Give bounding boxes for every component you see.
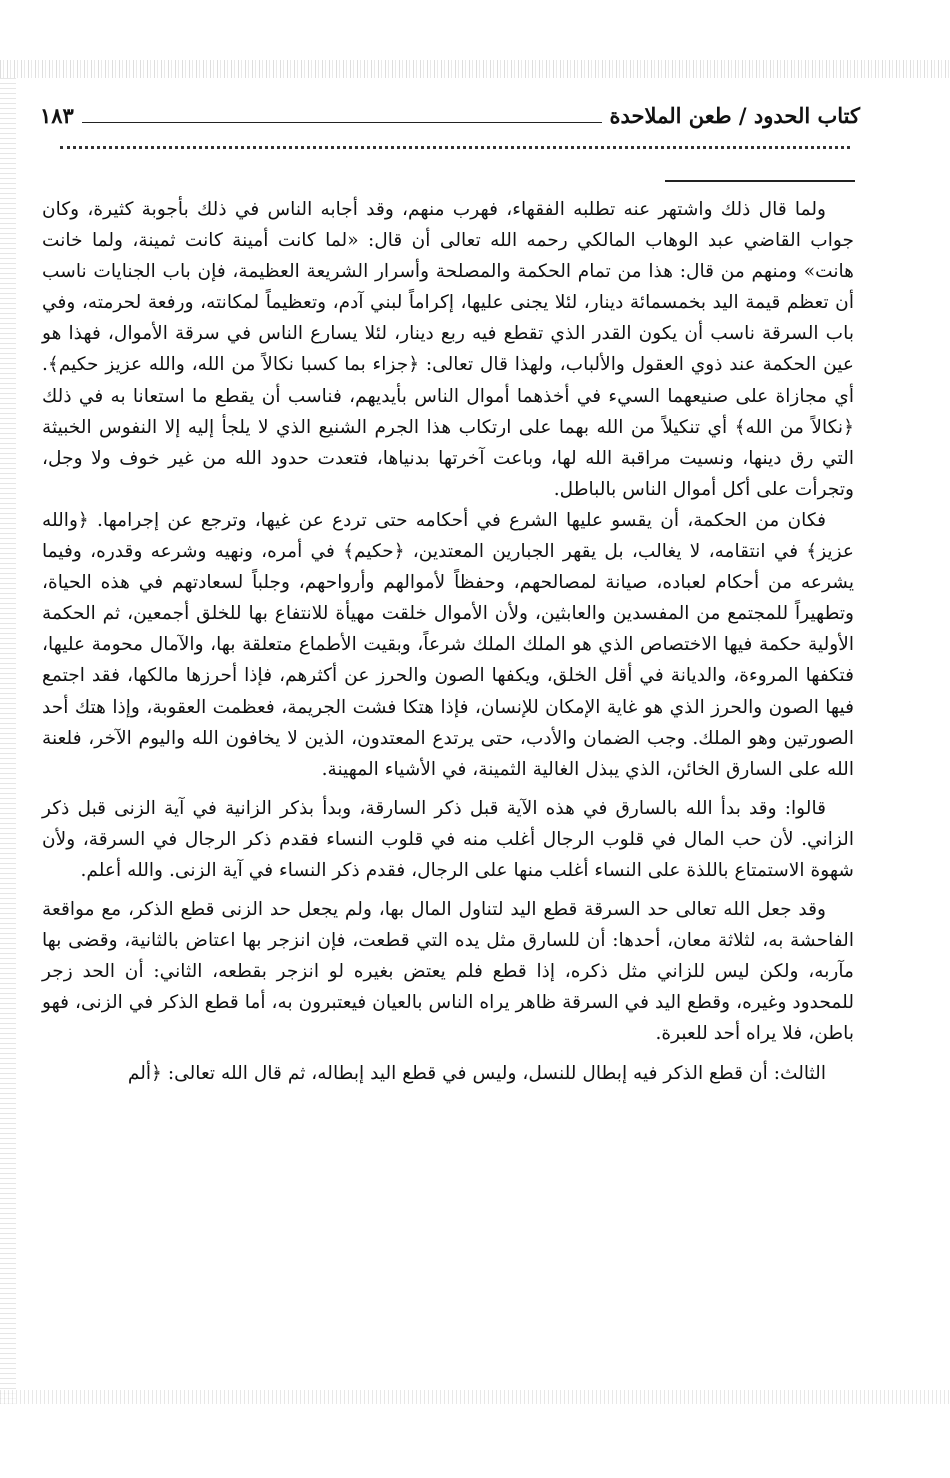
header-rule bbox=[82, 108, 602, 123]
scan-noise-top bbox=[0, 60, 950, 78]
body-text bbox=[42, 194, 854, 1089]
running-header bbox=[40, 100, 860, 130]
scan-noise-bottom bbox=[0, 1390, 950, 1404]
section-rule bbox=[665, 180, 855, 182]
book-title: كتاب الحدود / طعن الملاحدة bbox=[609, 102, 860, 128]
paragraph: الثالث: أن قطع الذكر فيه إبطال للنسل، وليس في قطع اليد إبطاله، ثم قال الله تعالى: ﴿ألم bbox=[127, 1062, 826, 1084]
dotted-divider bbox=[60, 146, 850, 149]
scan-noise-left bbox=[0, 78, 16, 1408]
paragraph: وقد جعل الله تعالى حد السرقة قطع اليد لتناول المال بها، ولم يجعل حد الزنى قطع الذكر، مع مواقعة الفاحشة به، لثلاثة معان، أحدها: أن للسارق مثل يده التي قطعت، فإن انزجر بها اعتاض بالثانية، وقضى بها مآربه، ولكن ليس للزاني مثل ذكره، إذا قطع فلم يعتض بغيره لو انزجر بقطعه، الثاني: أن الحد زجر للمحدود وغيره، وقطع اليد في السرقة ظاهر يراه الناس بالعيان فيعتبرون به، أما قطع الذكر في الزنى، فهو باطن، فلا يراه أحد للعبرة. bbox=[42, 899, 855, 1045]
paragraph: فكان من الحكمة، أن يقسو عليها الشرع في أحكامه حتى تردع عن غيها، وترجع عن إجرامها. ﴿والله عزيز﴾ في انتقامه، لا يغالب، بل يقهر الجبارين المعتدين، ﴿حكيم﴾ في أمره، ونهيه وشرعه وقدره، وفيما يشرعه من أحكام لعباده، صيانة لمصالحهم، وحفظاً لأموالهم وأرواحهم، وجلباً لسعادتهم في هذه الحياة، وتطهيراً للمجتمع من المفسدين والعابثين، ولأن الأموال خلقت مهيأة للانتفاع بها للخلق أجمعين، ثم الحكمة الأولية حكمة فيها الاختصاص الذي هو الملك الملك شرعاً، وبقيت الأطماع متعلقة بها، والآمال محومة عليها، فتكفها المروءة، والديانة في أقل الخلق، ويكفها الصون والحرز عن أكثرهم، فإذا أحرزها مالكها، فقد اجتمع فيها الصون والحرز الذي هو غاية الإمكان للإنسان، فإذا هتكا فشت الجريمة، فعظمت العقوبة، وإذا هتك أحد الصورتين وهو الملك. وجب الضمان والأدب، حتى يرتدع المعتدون، الذين لا يخافون الله واليوم الآخر، فلعنة الله على السارق الخائن، الذي يبذل الغالية الثمينة، في الأشياء المهينة. bbox=[42, 509, 854, 780]
paragraph: ولما قال ذلك واشتهر عنه تطلبه الفقهاء، فهرب منهم، وقد أجابه الناس في ذلك بأجوبة كثيرة، وكان جواب القاضي عبد الوهاب المالكي رحمه الله تعالى أن قال: «لما كانت أمينة كانت ثمينة، ولما خانت هانت» ومنهم من قال: هذا من تمام الحكمة والمصلحة وأسرار الشريعة العظيمة، فإن باب الجنايات ناسب أن تعظم قيمة اليد بخمسمائة دينار، لئلا يجنى عليها، إكراماً لبني آدم، وتعظيماً لمكانته، ورفعة لحرمته، وفي باب السرقة ناسب أن يكون القدر الذي تقطع فيه ربع دينار، لئلا يسارع الناس في سرقة الأموال، فهذا هو عين الحكمة عند ذوي العقول والألباب، ولهذا قال تعالى: ﴿جزاء بما كسبا نكالاً من الله، والله عزيز حكيم﴾. أي مجازاة على صنيعهما السيء في أخذهما أموال الناس بأيديهم، فناسب أن يقطع ما استعانا به في ذلك ﴿نكالاً من الله﴾ أي تنكيلاً من الله بهما على ارتكاب هذا الجرم الشنيع الذي لا يلجأ إليه إلا النفوس الخبيثة التي رق دينها، ونسيت مراقبة الله لها، وباعت آخرتها بدنياها، فتعدت حدود الله من غير خوف ولا وجل، وتجرأت على أكل أموال الناس بالباطل. bbox=[42, 199, 854, 500]
page-number: ١٨٣ bbox=[40, 102, 74, 128]
paragraph: قالوا: وقد بدأ الله بالسارق في هذه الآية قبل ذكر السارقة، وبدأ بذكر الزانية في آية الزنى قبل ذكر الزاني. لأن حب المال في قلوب الرجال أغلب منه في قلوب النساء فقدم ذكر الرجال في السرقة، ولأن شهوة الاستمتاع باللذة على النساء أغلب منها على الرجال، فقدم ذكر النساء في آية الزنى. والله أعلم. bbox=[42, 797, 854, 881]
